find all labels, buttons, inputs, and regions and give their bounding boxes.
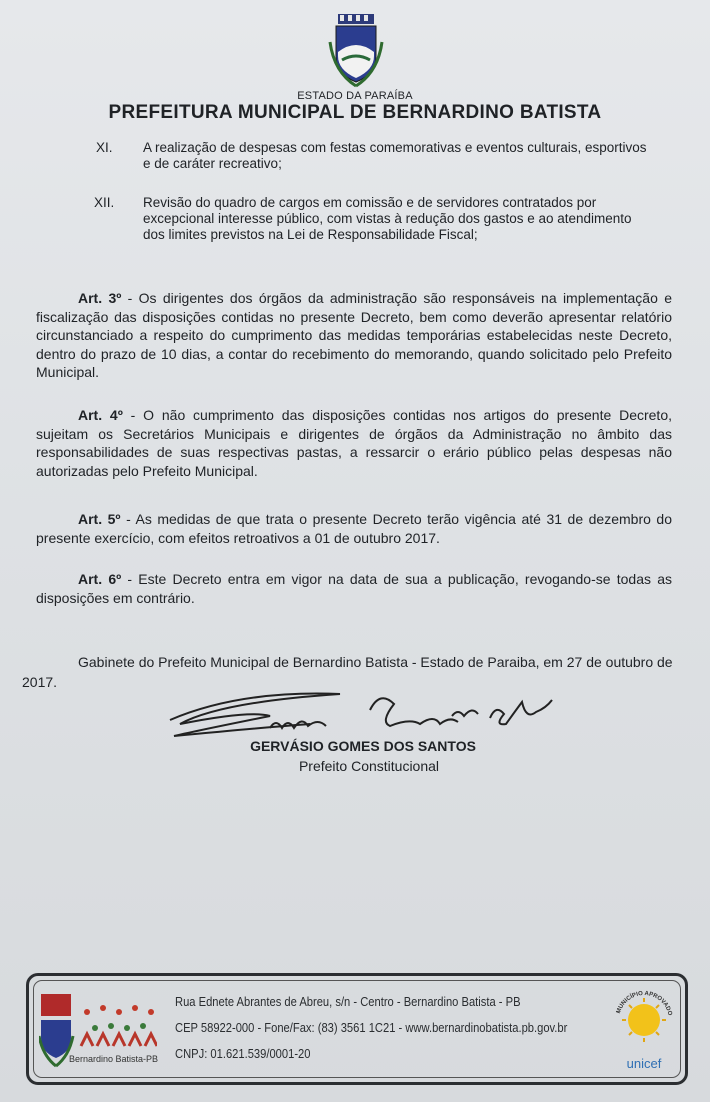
item-line: dos limites previstos na Lei de Responsabilidade Fiscal; (143, 227, 478, 242)
item-line: A realização de despesas com festas comemorativas e eventos culturais, esportivos (143, 140, 647, 155)
list-item (143, 140, 647, 172)
article-text: - As medidas de que trata o presente Decreto terão vigência até 31 de dezembro do presente exercício, com efeitos retroativos a 01 de outubro 2017. (36, 511, 673, 546)
article-6 (36, 570, 672, 607)
article-label: Art. 5º (78, 511, 121, 527)
article-text: - Os dirigentes dos órgãos da administração são responsáveis na implementação e fiscalização das disposições contidas no presente Decreto, bem como deverão apresentar relatório circunstanciado a respeito do cumprimento das medidas temporárias estabelecidas neste Decreto, dentro do prazo de 10 dias, a contar do recebimento do memorando, quando solicitado pelo Prefeito Municipal. (36, 290, 672, 380)
logo-caption: Bernardino Batista-PB (69, 1054, 159, 1064)
item-number: XII. (94, 195, 115, 210)
page-title: PREFEITURA MUNICIPAL DE BERNARDINO BATISTA (108, 102, 602, 123)
letterhead-footer (26, 973, 688, 1085)
item-line: e de caráter recreativo; (143, 156, 282, 171)
article-3 (36, 289, 672, 382)
item-line: excepcional interesse público, com vistas à redução dos gastos e ao atendimento (143, 211, 632, 226)
article-4 (36, 406, 672, 480)
article-label: Art. 4º (78, 407, 123, 423)
article-5 (36, 510, 672, 547)
item-number: XI. (96, 140, 113, 155)
state-label: ESTADO DA PARAÍBA (297, 90, 413, 102)
item-line: Revisão do quadro de cargos em comissão e de servidores contratados por (143, 195, 597, 210)
article-text: - O não cumprimento das disposições contidas nos artigos do presente Decreto, sujeitam os Secretários Municipais e dirigentes de órgãos da Administração no âmbito das responsabilidades de suas respectivas pastas, a ressarcir o erário público pelas despesas não autorizadas pelo Prefeito Municipal. (36, 407, 672, 479)
list-item (143, 195, 632, 243)
footer-cnpj: CNPJ: 01.621.539/0001-20 (175, 1046, 311, 1061)
signatory-name: GERVÁSIO GOMES DOS SANTOS (250, 738, 476, 754)
article-label: Art. 3º (78, 290, 122, 306)
article-text: - Este Decreto entra em vigor na data de sua a publicação, revogando-se todas as disposições em contrário. (36, 571, 672, 606)
article-label: Art. 6º (78, 571, 122, 587)
footer-contact: CEP 58922-000 - Fone/Fax: (83) 3561 1C21 - www.bernardinobatista.pb.gov.br (175, 1020, 568, 1035)
badge-top-text: MUNICÍPIO APROVADO (615, 990, 673, 1017)
coat-of-arms-icon (328, 12, 384, 88)
signatory-role: Prefeito Constitucional (298, 758, 440, 774)
footer-address: Rua Ednete Abrantes de Abreu, s/n - Centro - Bernardino Batista - PB (175, 994, 521, 1009)
closing-paragraph: Gabinete do Prefeito Municipal de Bernardino Batista - Estado de Paraiba, em 27 de outubro de 2017. (22, 654, 673, 690)
badge-brand-text: unicef (626, 1056, 662, 1071)
unicef-badge-icon (609, 984, 679, 1080)
